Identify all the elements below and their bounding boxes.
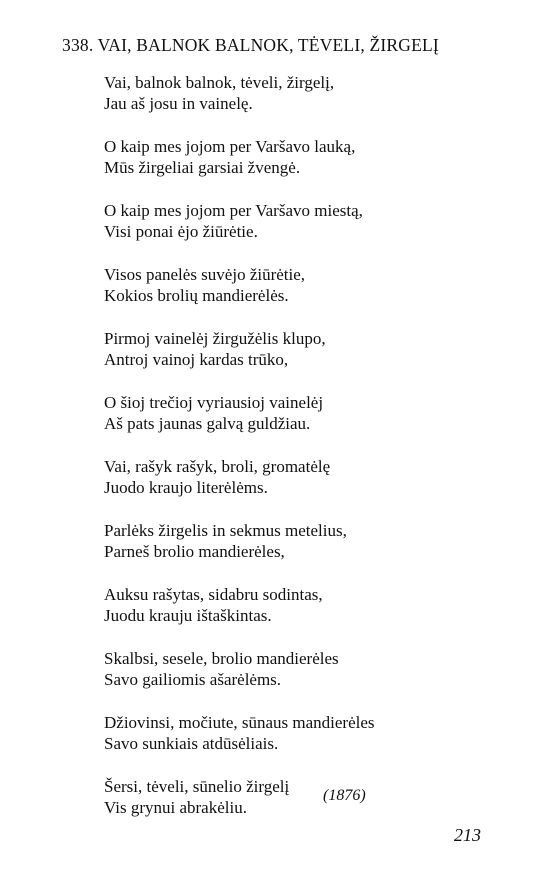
stanza (104, 265, 504, 306)
verse-line: Juodo kraujo literėlėms. (104, 477, 268, 497)
verse-line: Vai, balnok balnok, tėveli, žirgelį, (104, 73, 335, 92)
stanza (104, 137, 504, 178)
stanza (104, 777, 504, 818)
page-number: 213 (454, 825, 481, 845)
verse-line: Džiovinsi, močiute, sūnaus mandierėles (104, 713, 375, 732)
verse-line: Jau aš josu in vainelę. (104, 93, 253, 113)
verse-line: O kaip mes jojom per Varšavo lauką, (104, 137, 356, 156)
verse-line: Savo sunkiais atdūsėliais. (104, 733, 279, 753)
stanza (104, 649, 504, 690)
verse-line: Antroj vainoj kardas trūko, (104, 349, 289, 369)
verse-line: O šioj trečioj vyriausioj vainelėj (104, 393, 324, 412)
verse-line: Kokios brolių mandierėlės. (104, 285, 289, 305)
stanza (104, 585, 504, 626)
stanza (104, 73, 504, 114)
stanza (104, 521, 504, 562)
stanza (104, 457, 504, 498)
verse-line: Auksu rašytas, sidabru sodintas, (104, 585, 323, 604)
verse-line: Visos panelės suvėjo žiūrėtie, (104, 265, 306, 284)
stanza (104, 201, 504, 242)
verse-line: O kaip mes jojom per Varšavo miestą, (104, 201, 363, 220)
stanza (104, 713, 504, 754)
stanza (104, 329, 504, 370)
stanza (104, 393, 504, 434)
verse-line: Parneš brolio mandierėles, (104, 541, 285, 561)
poem-title: 338. VAI, BALNOK BALNOK, TĖVELI, ŽIRGELĮ (62, 35, 439, 55)
verse-line: Aš pats jaunas galvą guldžiau. (104, 413, 311, 433)
verse-line: Savo gailiomis ašarėlėms. (104, 669, 282, 689)
verse-line: Juodu krauju ištaškintas. (104, 605, 272, 625)
verse-line: Šersi, tėveli, sūnelio žirgelį (104, 777, 290, 796)
verse-line: Vai, rašyk rašyk, broli, gromatėlę (104, 457, 331, 476)
verse-line: Pirmoj vainelėj žirgužėlis klupo, (104, 329, 326, 348)
verse-line: Mūs žirgeliai garsiai žvengė. (104, 157, 301, 177)
verse-line: Skalbsi, sesele, brolio mandierėles (104, 649, 339, 668)
verse-line: Vis grynui abrakėliu. (104, 797, 247, 817)
verse-line: Parlėks žirgelis in sekmus metelius, (104, 521, 347, 540)
poem-body (104, 73, 504, 841)
poem-date: (1876) (323, 787, 366, 804)
verse-line: Visi ponai ėjo žiūrėtie. (104, 221, 258, 241)
